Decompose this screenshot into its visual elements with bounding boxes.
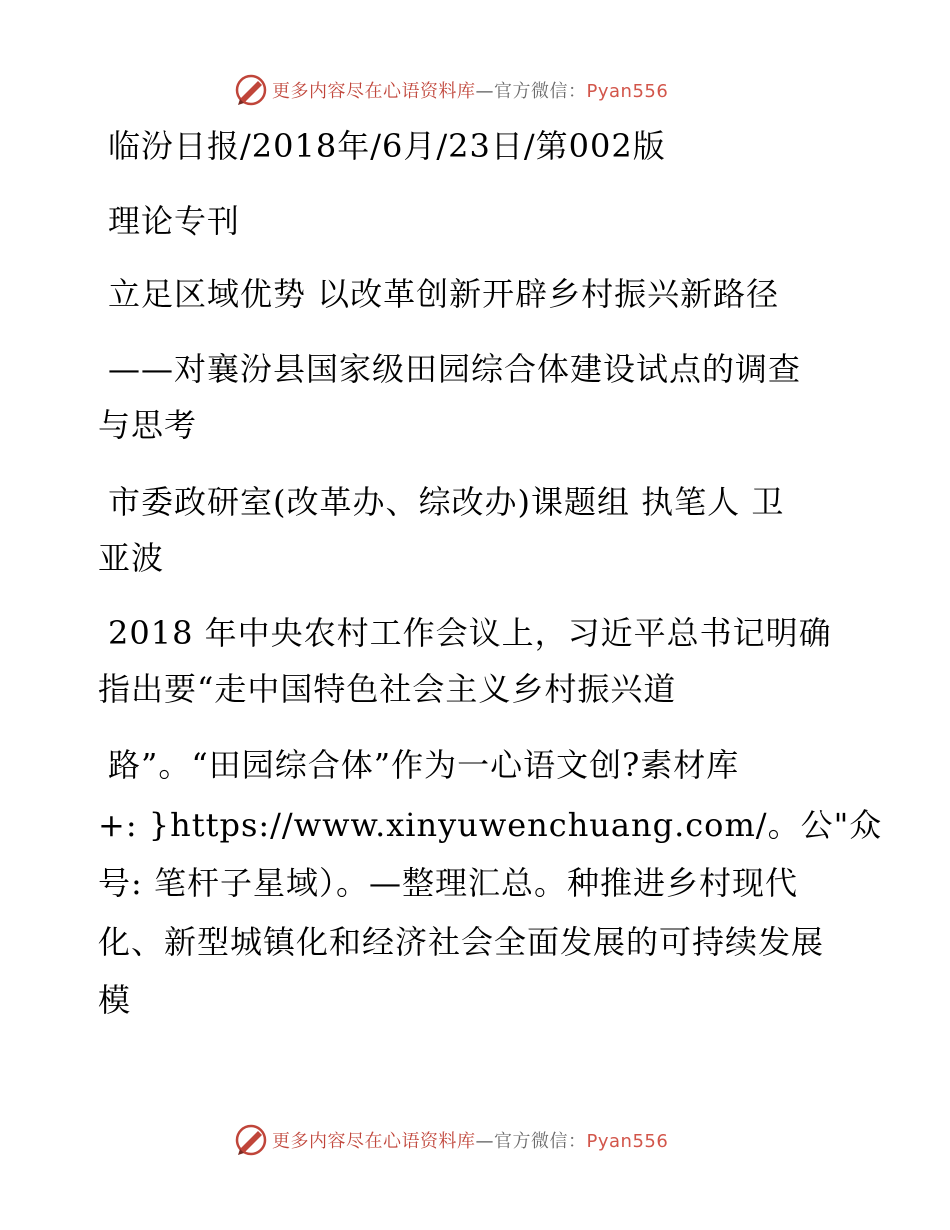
banner-slogan: 更多内容尽在心语资料库 xyxy=(272,81,476,102)
doc-line-subtitle-cont: 与思考 xyxy=(98,406,198,444)
banner-separator: — xyxy=(475,81,494,102)
doc-line-body: 2018 年中央农村工作会议上，习近平总书记明确 xyxy=(108,614,832,652)
wechat-label: 官方微信： xyxy=(494,81,587,102)
doc-line-title: 立足区域优势 以改革创新开辟乡村振兴新路径 xyxy=(108,275,780,313)
header-banner xyxy=(234,72,714,108)
doc-line-body: 号: 笔杆子星域）。—整理汇总。种推进乡村现代 xyxy=(98,864,798,902)
banner-text xyxy=(272,77,668,103)
banner-separator: — xyxy=(475,1131,494,1152)
doc-line-body: 化、新型城镇化和经济社会全面发展的可持续发展 xyxy=(98,923,825,961)
footer-banner xyxy=(234,1122,714,1158)
doc-line-subtitle: ——对襄汾县国家级田园综合体建设试点的调查 xyxy=(108,350,802,388)
wechat-label: 官方微信： xyxy=(494,1131,587,1152)
pen-logo-icon xyxy=(234,1123,268,1157)
doc-line-source: 临汾日报/2018年/6月/23日/第002版 xyxy=(108,127,666,165)
banner-text xyxy=(272,1127,668,1153)
doc-line-body: 路”。“田园综合体”作为一心语文创?素材库 xyxy=(108,746,740,784)
banner-slogan: 更多内容尽在心语资料库 xyxy=(272,1131,476,1152)
pen-logo-icon xyxy=(234,73,268,107)
wechat-id: Pyan556 xyxy=(586,1131,669,1152)
doc-line-body: 指出要“走中国特色社会主义乡村振兴道 xyxy=(98,670,677,708)
doc-line-body: 模 xyxy=(98,981,132,1019)
doc-line-author-cont: 亚波 xyxy=(98,539,165,577)
doc-line-body: +: }https://www.xinyuwenchuang.com/。公"众 xyxy=(98,806,883,844)
wechat-id: Pyan556 xyxy=(586,81,669,102)
doc-line-author: 市委政研室(改革办、综改办)课题组 执笔人 卫 xyxy=(108,483,785,521)
doc-line-column: 理论专刊 xyxy=(108,202,241,240)
